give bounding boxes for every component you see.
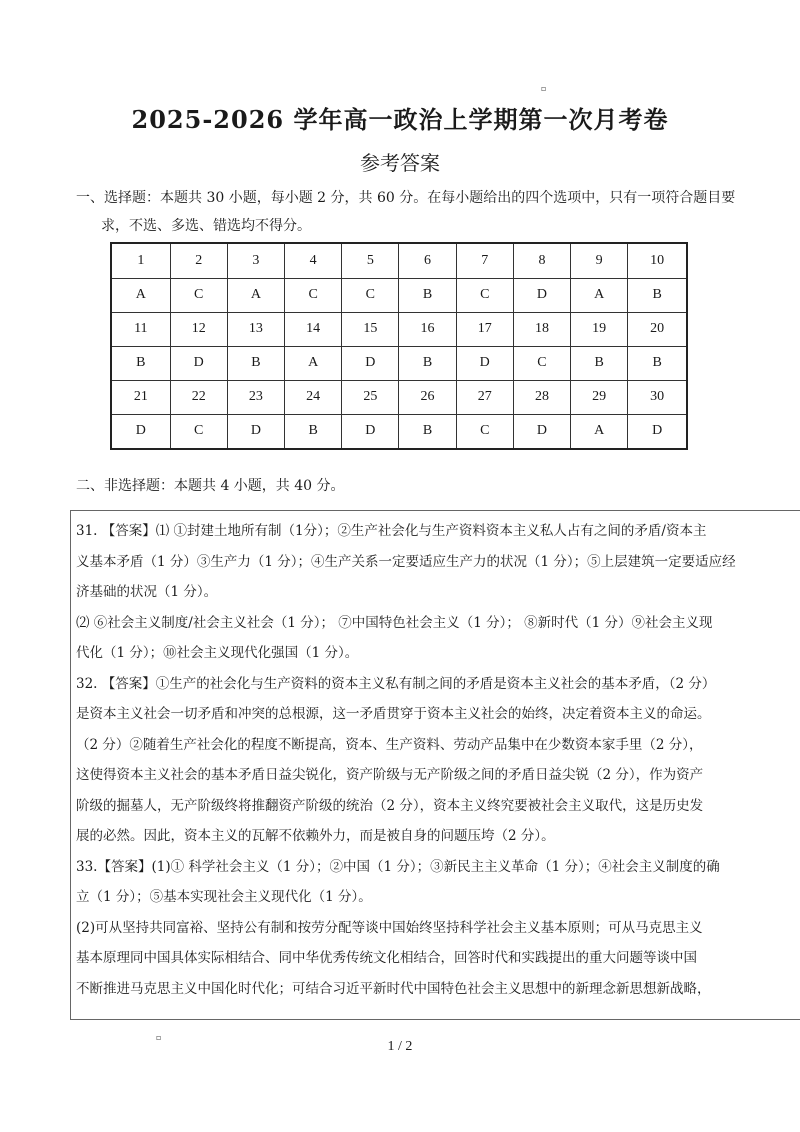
- table-cell: 18: [513, 312, 570, 346]
- table-cell: 28: [513, 380, 570, 414]
- table-cell: D: [170, 346, 227, 380]
- table-cell: 25: [342, 380, 399, 414]
- table-cell: 22: [170, 380, 227, 414]
- table-cell: 11: [111, 312, 170, 346]
- table-row-question-numbers: [111, 243, 687, 278]
- table-cell: B: [628, 278, 687, 312]
- table-cell: C: [456, 414, 513, 449]
- table-cell: D: [111, 414, 170, 449]
- table-cell: B: [111, 346, 170, 380]
- table-cell: C: [170, 414, 227, 449]
- answer-content: [76, 516, 766, 1004]
- table-cell: A: [227, 278, 284, 312]
- table-cell: 16: [399, 312, 456, 346]
- table-cell: 26: [399, 380, 456, 414]
- table-row-question-numbers: [111, 312, 687, 346]
- table-cell: 1: [111, 243, 170, 278]
- table-row-question-numbers: [111, 380, 687, 414]
- table-cell: 9: [571, 243, 628, 278]
- top-marker: ▫: [541, 84, 547, 93]
- table-cell: 17: [456, 312, 513, 346]
- section1-line1: 一、选择题：本题共 30 小题，每小题 2 分，共 60 分。在每小题给出的四个选项中，只有一项符合题目要: [76, 190, 736, 206]
- answer-line: 济基础的状况（1 分）。: [76, 584, 218, 600]
- answer-line: 阶级的掘墓人，无产阶级终将推翻资产阶级的统治（2 分），资本主义终究要被社会主义取代，这是历史发: [76, 797, 704, 814]
- table-cell: D: [342, 346, 399, 380]
- table-cell: B: [285, 414, 342, 449]
- section2-heading: 二、非选择题：本题共 4 小题，共 40 分。: [76, 478, 345, 494]
- table-cell: A: [285, 346, 342, 380]
- table-cell: 19: [571, 312, 628, 346]
- table-cell: C: [513, 346, 570, 380]
- table-cell: A: [111, 278, 170, 312]
- table-cell: 29: [571, 380, 628, 414]
- answer-line: （2 分）②随着生产社会化的程度不断提高，资本、生产资料、劳动产品集中在少数资本家手里（2 分），: [76, 736, 703, 753]
- table-cell: D: [513, 414, 570, 449]
- table-cell: 13: [227, 312, 284, 346]
- answer-line: 31. 【答案】⑴ ①封建土地所有制（1分）；②生产社会化与生产资料资本主义私人占有之间的矛盾/资本主: [76, 523, 707, 539]
- table-cell: 24: [285, 380, 342, 414]
- section1-line2: 求，不选、多选、错选均不得分。: [101, 218, 311, 234]
- answer-line: 展的必然。因此，资本主义的瓦解不依赖外力，而是被自身的问题压垮（2 分）。: [76, 828, 555, 844]
- table-cell: 6: [399, 243, 456, 278]
- table-cell: 2: [170, 243, 227, 278]
- table-cell: A: [571, 414, 628, 449]
- answer-line: 基本原理同中国具体实际相结合、同中华优秀传统文化相结合，回答时代和实践提出的重大问题等谈中国: [76, 950, 697, 966]
- table-cell: 10: [628, 243, 687, 278]
- answer-line: (2)可从坚持共同富裕、坚持公有制和按劳分配等谈中国始终坚持科学社会主义基本原则；可从马克思主义: [76, 919, 703, 936]
- table-cell: D: [513, 278, 570, 312]
- table-cell: 23: [227, 380, 284, 414]
- table-cell: B: [227, 346, 284, 380]
- table-cell: D: [227, 414, 284, 449]
- table-cell: 7: [456, 243, 513, 278]
- table-cell: 12: [170, 312, 227, 346]
- section1-instructions: [76, 184, 766, 240]
- table-row-answers: [111, 278, 687, 312]
- table-cell: C: [456, 278, 513, 312]
- table-cell: 4: [285, 243, 342, 278]
- page-title: 2025-2026 学年高一政治上学期第一次月考卷: [131, 105, 669, 134]
- answer-line: 立（1 分）；⑤基本实现社会主义现代化（1 分）。: [76, 889, 372, 905]
- answer-line: 不断推进马克思主义中国化时代化；可结合习近平新时代中国特色社会主义思想中的新理念新思想新战略，: [76, 980, 711, 997]
- table-row-answers: [111, 414, 687, 449]
- answer-line: 是资本主义社会一切矛盾和冲突的总根源，这一矛盾贯穿于资本主义社会的始终，决定着资本主义的命运。: [76, 706, 711, 722]
- table-cell: 30: [628, 380, 687, 414]
- answer-line: 32. 【答案】①生产的社会化与生产资料的资本主义私有制之间的矛盾是资本主义社会的基本矛盾，（2 分）: [76, 675, 716, 692]
- table-cell: 8: [513, 243, 570, 278]
- table-cell: C: [285, 278, 342, 312]
- table-cell: 27: [456, 380, 513, 414]
- table-cell: 3: [227, 243, 284, 278]
- answer-line: 义基本矛盾（1 分）③生产力（1 分）；④生产关系一定要适应生产力的状况（1 分）；⑤上层建筑一定要适应经: [76, 553, 736, 570]
- answer-line: 代化（1 分）；⑩社会主义现代化强国（1 分）。: [76, 645, 359, 661]
- page-number: 1 / 2: [387, 1039, 413, 1054]
- table-cell: D: [342, 414, 399, 449]
- table-row-answers: [111, 346, 687, 380]
- answer-table: [110, 242, 688, 450]
- table-cell: C: [342, 278, 399, 312]
- answer-line: ⑵ ⑥社会主义制度/社会主义社会（1 分）； ⑦中国特色社会主义（1 分）； ⑧新时代（1 分）⑨社会主义现: [76, 614, 713, 631]
- table-cell: D: [628, 414, 687, 449]
- table-cell: B: [628, 346, 687, 380]
- table-cell: 20: [628, 312, 687, 346]
- table-cell: A: [571, 278, 628, 312]
- bottom-marker: ▫: [156, 1033, 162, 1042]
- table-cell: 14: [285, 312, 342, 346]
- table-cell: B: [399, 346, 456, 380]
- page-subtitle: 参考答案: [360, 151, 440, 175]
- answer-line: 这使得资本主义社会的基本矛盾日益尖锐化，资产阶级与无产阶级之间的矛盾日益尖锐（2 分），作为资产: [76, 767, 704, 783]
- table-cell: D: [456, 346, 513, 380]
- table-cell: B: [571, 346, 628, 380]
- table-cell: 21: [111, 380, 170, 414]
- table-cell: 15: [342, 312, 399, 346]
- table-cell: 5: [342, 243, 399, 278]
- table-cell: C: [170, 278, 227, 312]
- answer-line: 33.【答案】(1)① 科学社会主义（1 分）；②中国（1 分）；③新民主主义革命（1 分）；④社会主义制度的确: [76, 858, 720, 875]
- table-cell: B: [399, 278, 456, 312]
- table-cell: B: [399, 414, 456, 449]
